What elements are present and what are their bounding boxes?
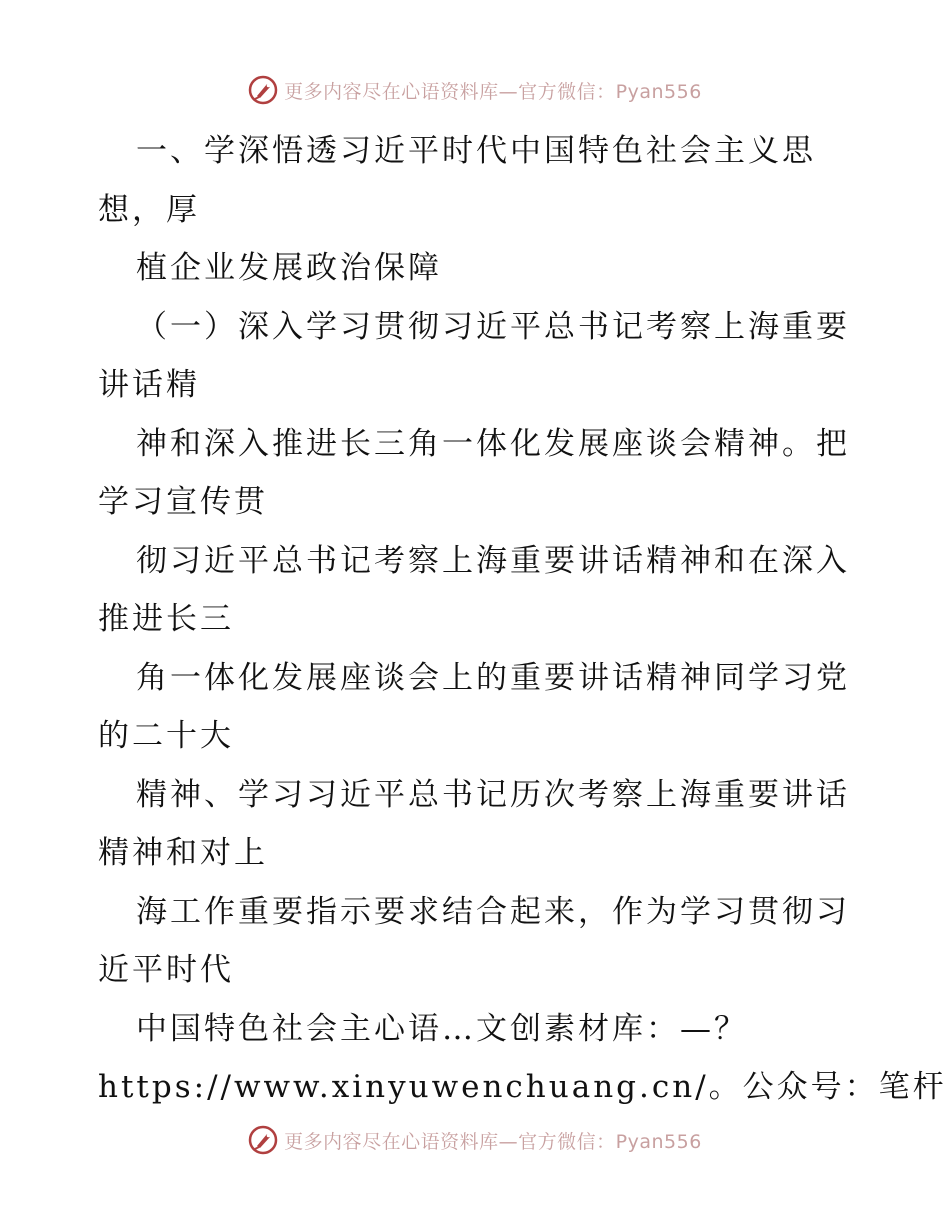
text-line: 彻习近平总书记考察上海重要讲话精神和在深入 [136, 542, 850, 579]
header-watermark [0, 70, 950, 110]
pen-nib-logo-icon [248, 1125, 278, 1155]
text-line: 的二十大 [98, 718, 234, 754]
watermark-text: 更多内容尽在心语资料库—官方微信：Pyan556 [284, 80, 702, 103]
text-line: 植企业发展政治保障 [136, 250, 442, 286]
text-line: 想，厚 [98, 191, 200, 228]
footer-watermark [0, 1120, 950, 1160]
document-body [98, 122, 947, 1117]
text-line: 讲话精 [98, 367, 200, 403]
text-line: 精神、学习习近平总书记历次考察上海重要讲话 [136, 776, 850, 813]
text-line: 中国特色社会主心语…文创素材库：—？ [136, 1010, 748, 1047]
text-line: 精神和对上 [98, 835, 268, 871]
text-line: 神和深入推进长三角一体化发展座谈会精神。把 [136, 425, 850, 462]
pen-nib-logo-icon [248, 75, 278, 105]
text-line: https://www.xinyuwenchuang.cn/。公众号：笔杆 [98, 1069, 947, 1105]
text-line: 近平时代 [98, 952, 234, 988]
watermark-group [248, 75, 702, 105]
text-line: 推进长三 [98, 601, 234, 637]
text-line: 学习宣传贯 [98, 484, 268, 520]
text-line: 角一体化发展座谈会上的重要讲话精神同学习党 [136, 659, 850, 696]
text-line: 一、学深悟透习近平时代中国特色社会主义思 [136, 133, 816, 169]
watermark-group [248, 1125, 702, 1155]
text-line: 海工作重要指示要求结合起来，作为学习贯彻习 [136, 893, 850, 930]
text-line: （一）深入学习贯彻习近平总书记考察上海重要 [136, 308, 850, 345]
watermark-text: 更多内容尽在心语资料库—官方微信：Pyan556 [284, 1130, 702, 1153]
